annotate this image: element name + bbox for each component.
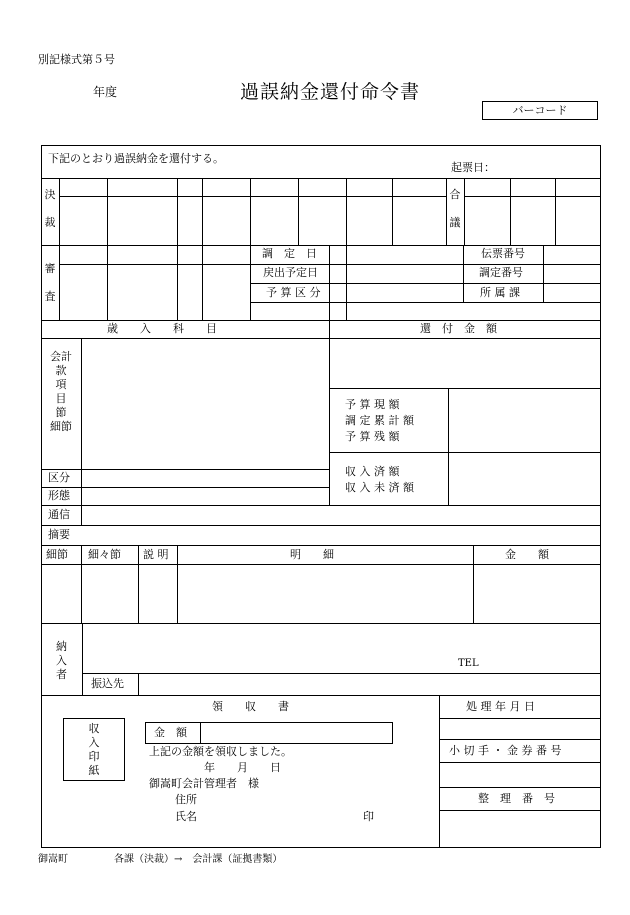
receipt-title: 領 収 書 — [212, 700, 289, 713]
year-label: 年度 — [93, 85, 118, 99]
date-text: 年 月 日 — [204, 761, 281, 774]
draft-date-label: 起票日： — [451, 161, 495, 174]
form-number: 別記様式第５号 — [38, 53, 115, 66]
stamp-label: 収 入 印 紙 — [88, 722, 100, 777]
info-adjust-date: 調 定 日 — [262, 247, 317, 260]
approval-label: 決 裁 — [44, 188, 56, 229]
unreceived-amount-label: 収 入 未 済 額 — [345, 481, 414, 494]
detail-header-section: 細節 — [46, 548, 68, 561]
info-adjust-number: 調定番号 — [479, 266, 523, 279]
name-label: 氏名 — [175, 810, 197, 823]
serial-number-label: 整 理 番 号 — [478, 792, 555, 805]
account-label: 会計 款 項 目 節 細節 — [50, 350, 72, 433]
check-number-label: 小 切 手 ・ 金 券 番 号 — [449, 744, 562, 757]
footer-flow: 各課（決裁）→ 会計課（証拠書類） — [114, 854, 283, 865]
footer-town: 御嵩町 — [38, 854, 68, 865]
row-communication-label: 通信 — [48, 508, 70, 521]
revenue-item-header: 歳 入 科 目 — [107, 322, 217, 335]
refund-amount-header: 還 付 金 額 — [420, 322, 497, 335]
tel-label: TEL — [458, 658, 479, 669]
row-form-label: 形態 — [48, 489, 70, 502]
payer-label: 納 入 者 — [56, 640, 67, 681]
instruction-text: 下記のとおり過誤納金を還付する。 — [48, 152, 224, 165]
received-amount-label: 収 入 済 額 — [345, 465, 400, 478]
detail-header-explanation: 説 明 — [143, 548, 169, 561]
transfer-label: 振込先 — [91, 677, 124, 690]
detail-header-subsection: 細々節 — [88, 548, 121, 561]
manager-text: 御嵩町会計管理者 様 — [149, 777, 259, 790]
consult-label: 合 議 — [449, 188, 461, 229]
budget-remaining-label: 予 算 残 額 — [345, 430, 400, 443]
info-budget-division: 予 算 区 分 — [266, 286, 321, 299]
received-text: 上記の金額を領収しました。 — [149, 745, 292, 758]
barcode-label: バーコード — [512, 104, 568, 117]
seal-label: 印 — [363, 810, 374, 823]
budget-total-label: 調 定 累 計 額 — [345, 414, 414, 427]
detail-header-amount: 金 額 — [505, 548, 549, 561]
info-department: 所 属 課 — [480, 286, 520, 299]
detail-header-details: 明 細 — [290, 548, 334, 561]
info-slip-number: 伝票番号 — [481, 247, 525, 260]
amount-label: 金 額 — [154, 726, 187, 739]
process-date-label: 処 理 年 月 日 — [466, 700, 535, 713]
barcode-box — [482, 101, 598, 120]
info-return-date: 戻出予定日 — [263, 266, 318, 279]
row-division-label: 区分 — [48, 471, 70, 484]
row-summary-label: 摘要 — [48, 528, 70, 541]
form-title: 過誤納金還付命令書 — [240, 81, 421, 103]
review-label: 審 査 — [44, 262, 56, 303]
address-label: 住所 — [175, 793, 197, 806]
budget-current-label: 予 算 現 額 — [345, 398, 400, 411]
